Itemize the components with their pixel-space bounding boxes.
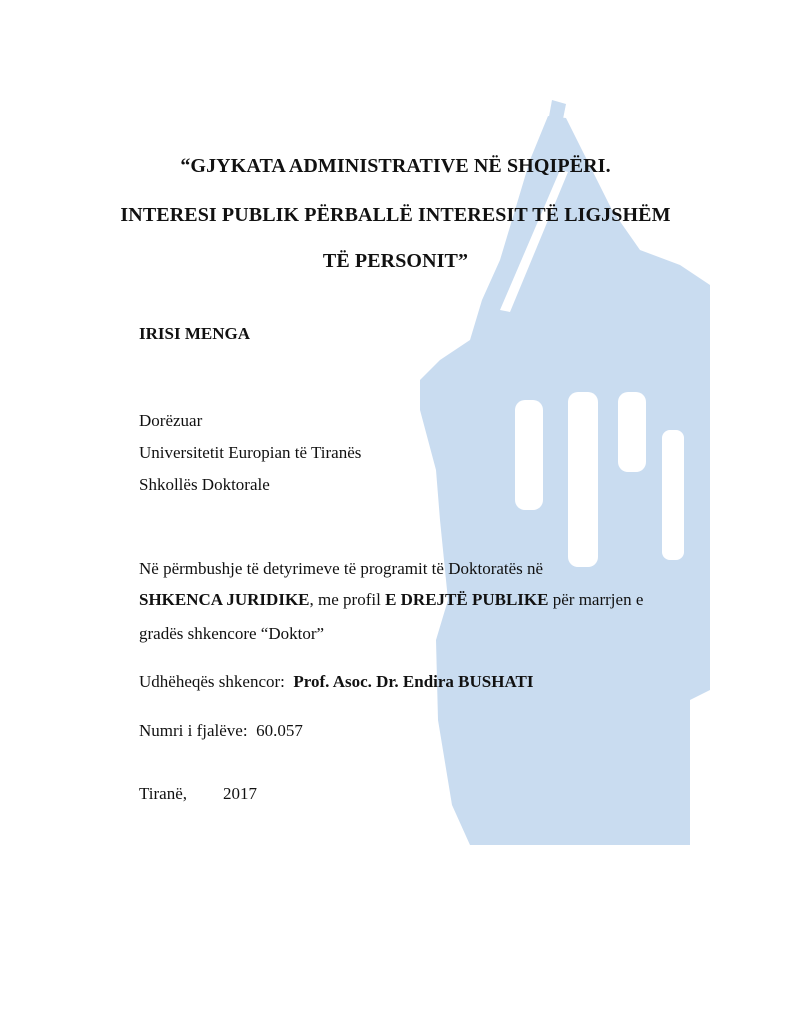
submission-line-1: Dorëzuar [139,411,203,430]
place-date-line [139,784,257,804]
word-count-label: Numri i fjalëve: [139,721,248,740]
field-of-study: SHKENCA JURIDIKE [139,590,310,609]
fulfillment-line-1: Në përmbushje të detyrimeve të programit të Doktoratës në [139,559,544,578]
thesis-title-line-1: “GJYKATA ADMINISTRATIVE NË SHQIPËRI. [180,155,611,177]
fulfillment-tail: për marrjen e [548,590,644,609]
thesis-title-line-2: INTERESI PUBLIK PËRBALLË INTERESIT TË LIGJSHËM [120,204,671,226]
supervisor-label: Udhëheqës shkencor: [139,672,285,691]
author-name: IRISI MENGA [139,324,250,343]
submission-line-2: Universitetit Europian të Tiranës [139,443,362,462]
word-count-line [139,721,303,741]
submission-line-3: Shkollës Doktorale [139,475,270,494]
word-count-value: 60.057 [256,721,303,740]
fulfillment-line-3: gradës shkencore “Doktor” [139,624,325,643]
supervisor-line [139,672,533,692]
profile-connector: , me profil [309,590,386,609]
fulfillment-line-2 [139,590,643,610]
place-city: Tiranë, [139,784,188,803]
profile-name: E DREJTË PUBLIKE [385,590,549,609]
thesis-title-line-3: TË PERSONIT” [322,250,469,272]
supervisor-name: Prof. Asoc. Dr. Endira BUSHATI [293,672,534,691]
date-year: 2017 [223,784,258,803]
